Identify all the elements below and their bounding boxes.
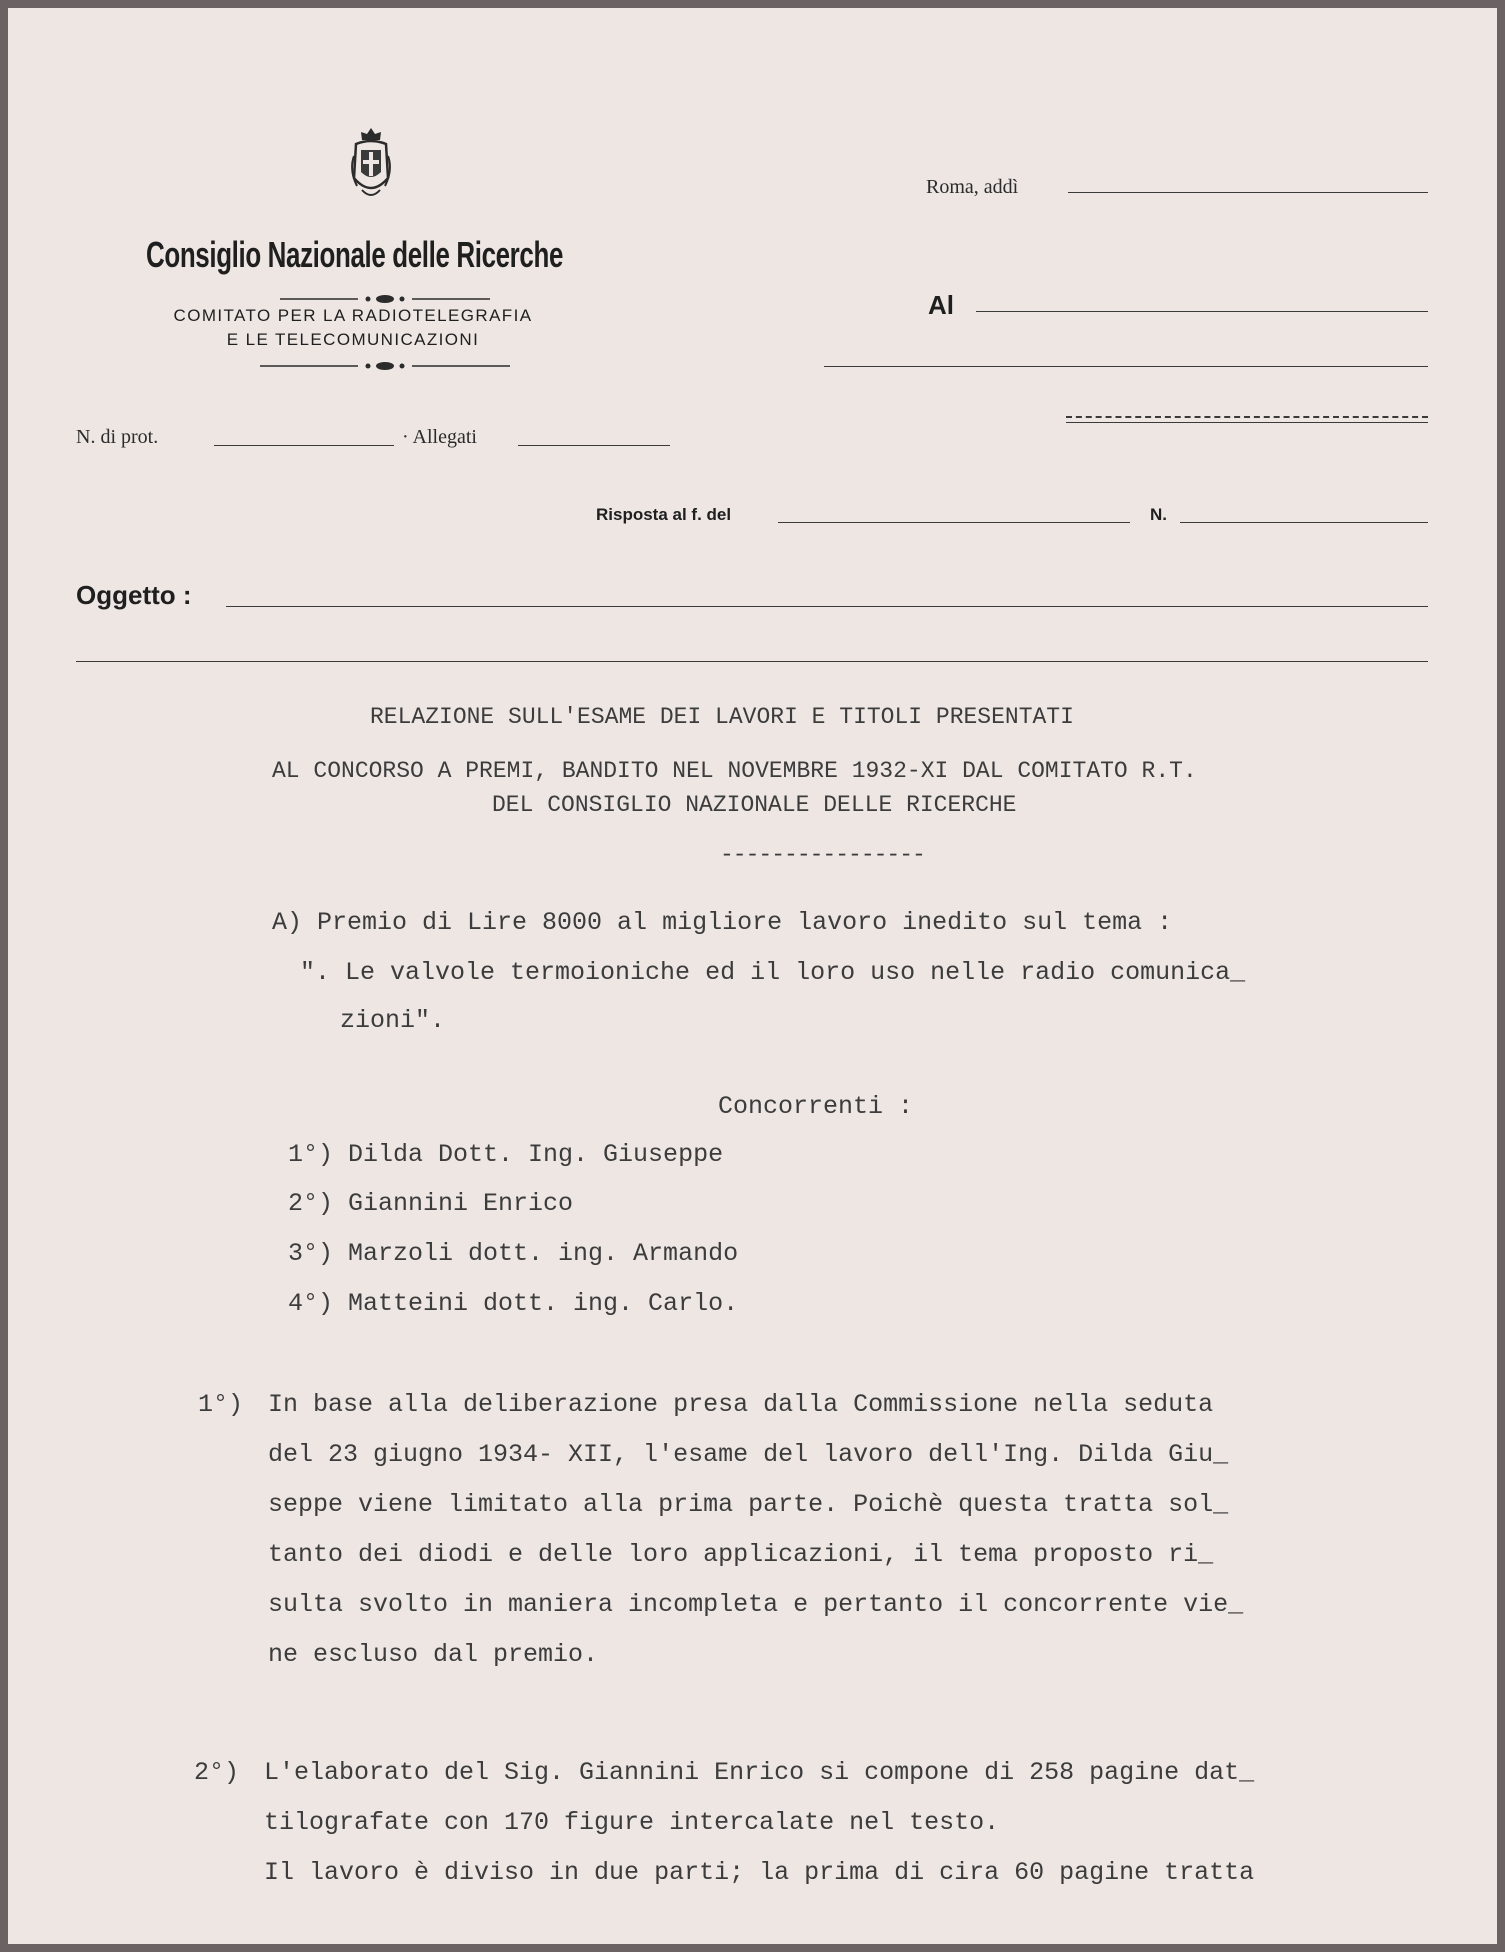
- section-2-line: Il lavoro è diviso in due parti; la prima di cira 60 pagine tratta: [264, 1858, 1255, 1887]
- reply-date-field-line[interactable]: [778, 522, 1130, 523]
- section-1-line: ne escluso dal premio.: [268, 1640, 599, 1669]
- prize-line-1: A) Premio di Lire 8000 al migliore lavoro inedito sul tema :: [272, 908, 1173, 937]
- address-field-line[interactable]: [1066, 422, 1428, 423]
- date-field-line[interactable]: [1068, 192, 1428, 193]
- organization-name: Consiglio Nazionale delle Ricerche: [146, 234, 564, 275]
- ornament-divider-bottom: [260, 359, 510, 373]
- number-label: N.: [1150, 505, 1167, 524]
- section-2-line: L'elaborato del Sig. Giannini Enrico si compone di 258 pagine dat_: [264, 1758, 1255, 1787]
- ornament-divider: [280, 292, 490, 306]
- section-2-number: 2°): [194, 1758, 240, 1787]
- section-1-number: 1°): [198, 1390, 244, 1419]
- prize-line-2: ". Le valvole termoioniche ed il loro uso nelle radio comunica_: [300, 958, 1246, 987]
- committee-line-2: E LE TELECOMUNICAZIONI: [226, 330, 480, 349]
- subject-label: Oggetto :: [76, 580, 192, 610]
- section-1-line: tanto dei diodi e delle loro applicazioni, il tema proposto ri_: [268, 1540, 1214, 1569]
- recipient-label: Al: [928, 290, 954, 320]
- competitor-item: 2°) Giannini Enrico: [288, 1189, 574, 1218]
- report-title-line-3: DEL CONSIGLIO NAZIONALE DELLE RICERCHE: [492, 792, 1017, 818]
- title-separator: ----------------: [720, 842, 925, 868]
- report-title-line-2: AL CONCORSO A PREMI, BANDITO NEL NOVEMBRE 1932-XI DAL COMITATO R.T.: [272, 758, 1197, 784]
- section-1-line: In base alla deliberazione presa dalla Commissione nella seduta: [268, 1390, 1214, 1419]
- competitor-item: 4°) Matteini dott. ing. Carlo.: [288, 1289, 739, 1318]
- recipient-field-line[interactable]: [976, 311, 1428, 312]
- coat-of-arms-icon: [348, 126, 394, 208]
- committee-line-1: COMITATO PER LA RADIOTELEGRAFIA: [173, 306, 533, 325]
- subject-field-line-2[interactable]: [76, 661, 1428, 662]
- section-1-line: del 23 giugno 1934- XII, l'esame del lavoro dell'Ing. Dilda Giu_: [268, 1440, 1229, 1469]
- recipient-field-line-2[interactable]: [824, 366, 1428, 367]
- report-title-line-1: RELAZIONE SULL'ESAME DEI LAVORI E TITOLI PRESENTATI: [370, 704, 1074, 730]
- document-page: [8, 8, 1497, 1944]
- protocol-field-line[interactable]: [214, 445, 394, 446]
- protocol-label: N. di prot.: [76, 426, 159, 448]
- reply-label: Risposta al f. del: [596, 505, 732, 524]
- competitors-heading: Concorrenti :: [718, 1092, 914, 1121]
- competitor-item: 3°) Marzoli dott. ing. Armando: [288, 1239, 739, 1268]
- place-date-label: Roma, addì: [926, 176, 1019, 198]
- address-dashed-line: [1066, 416, 1428, 418]
- subject-field-line[interactable]: [226, 606, 1428, 607]
- number-field-line[interactable]: [1180, 522, 1428, 523]
- section-2-line: tilografate con 170 figure intercalate nel testo.: [264, 1808, 1000, 1837]
- prize-line-3: zioni".: [340, 1006, 446, 1035]
- section-1-line: sulta svolto in maniera incompleta e pertanto il concorrente vie_: [268, 1590, 1244, 1619]
- attachments-field-line[interactable]: [518, 445, 670, 446]
- attachments-label: · Allegati: [402, 426, 477, 448]
- section-1-line: seppe viene limitato alla prima parte. Poichè questa tratta sol_: [268, 1490, 1229, 1519]
- competitor-item: 1°) Dilda Dott. Ing. Giuseppe: [288, 1140, 724, 1169]
